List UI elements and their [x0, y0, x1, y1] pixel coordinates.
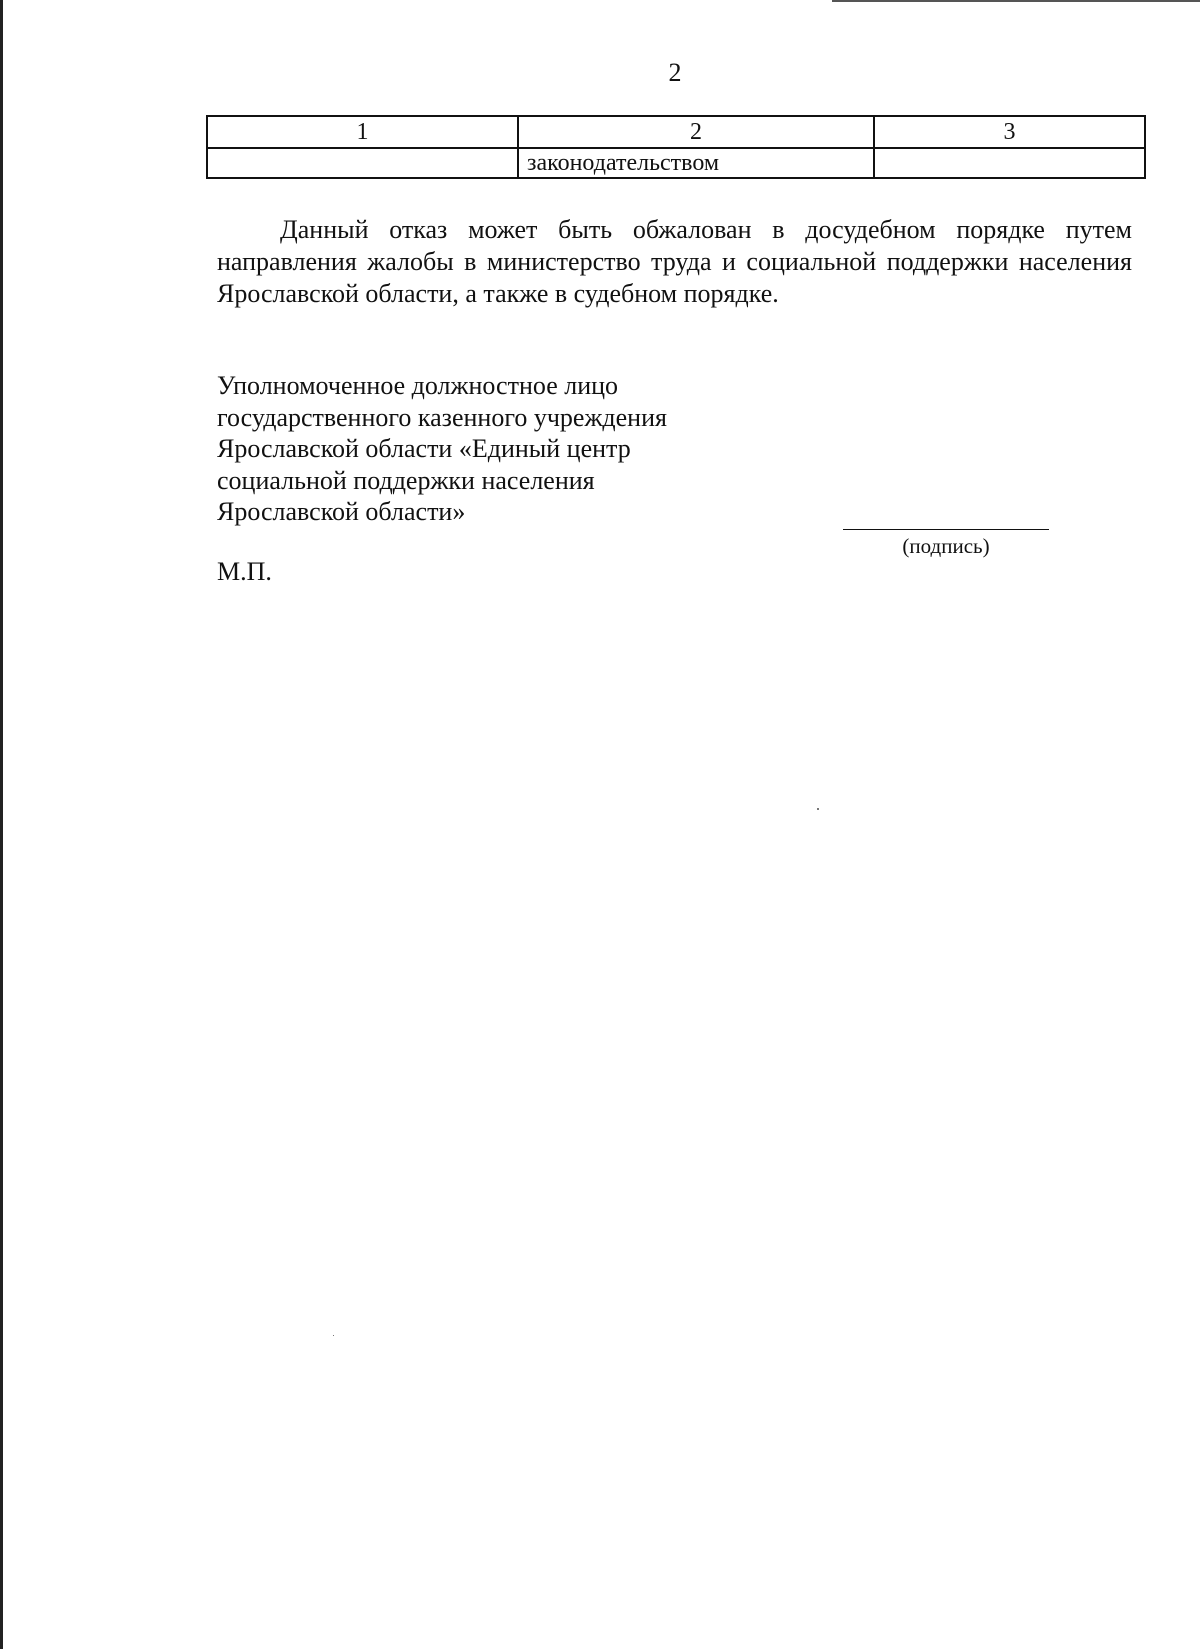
table-cell-1 [207, 148, 518, 178]
scan-border-top [832, 0, 1200, 2]
official-line-2: государственного казенного учреждения [217, 402, 667, 432]
signature-line [843, 529, 1049, 530]
table-header-cell-2: 2 [518, 116, 874, 148]
table-header-cell-3: 3 [874, 116, 1145, 148]
authorized-official-block [217, 370, 737, 528]
continuation-table [206, 115, 1146, 179]
official-line-3: Ярославской области «Единый центр [217, 434, 631, 463]
table-header-cell-1: 1 [207, 116, 518, 148]
scan-speck [817, 808, 819, 810]
official-line-1: Уполномоченное должностное лицо [217, 371, 619, 400]
official-line-5: Ярославской области» [217, 497, 466, 526]
table-cell-3 [874, 148, 1145, 178]
appeal-notice-paragraph: Данный отказ может быть обжалован в досудебном порядке путем направления жалобы в министерство труда и социальной поддержки населения Ярославской области, а также в судебном порядке. [217, 215, 1132, 308]
seal-place-mark: М.П. [217, 557, 272, 586]
table-row [207, 148, 1145, 178]
scan-speck [333, 1335, 334, 1336]
page-number: 2 [668, 58, 682, 87]
signature-caption: (подпись) [902, 534, 990, 558]
official-line-4: социальной поддержки населения [217, 465, 595, 495]
scan-border-left [0, 0, 3, 1649]
table-cell-2: законодательством [518, 148, 874, 178]
table-header-row [207, 116, 1145, 148]
